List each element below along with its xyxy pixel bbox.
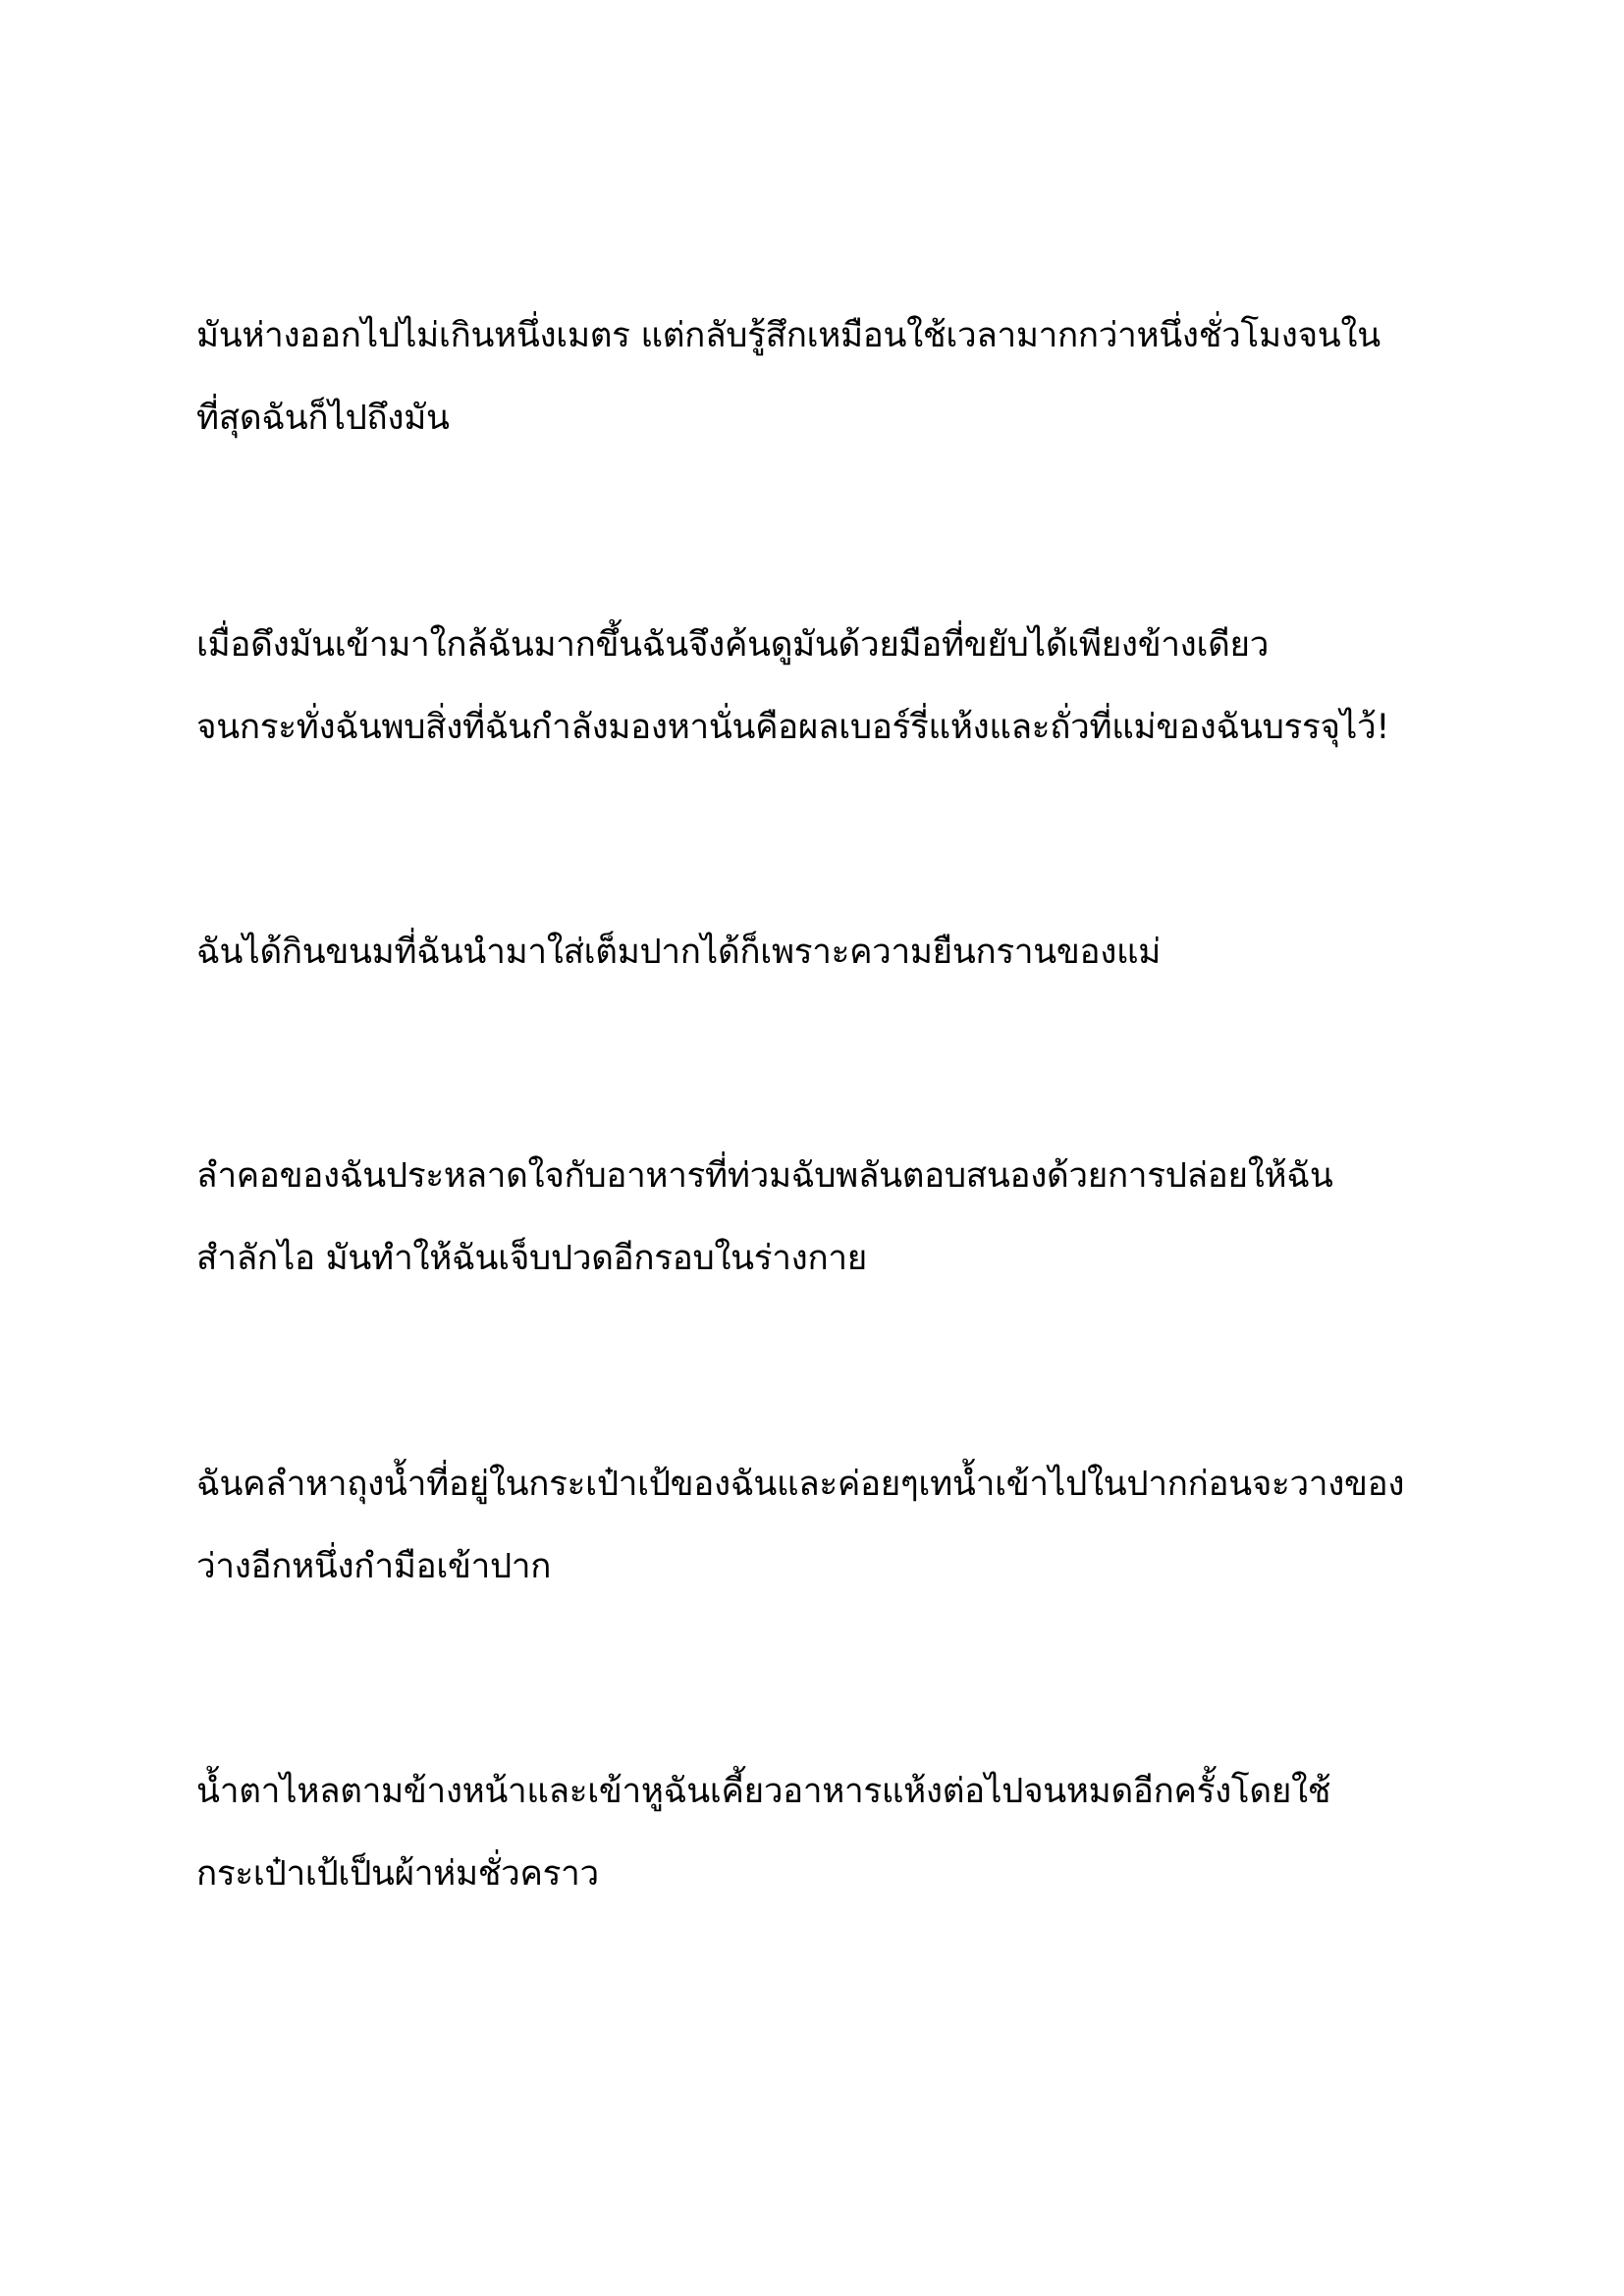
paragraph-line: สำลักไอ มันทำให้ฉันเจ็บปวดอีกรอบในร่างกาย (196, 1239, 867, 1278)
paragraph-line: ลำคอของฉันประหลาดใจกับอาหารที่ท่วมฉับพลันตอบสนองด้วยการปล่อยให้ฉัน (196, 1156, 1333, 1196)
paragraph-line: เมื่อดึงมันเข้ามาใกล้ฉันมากขึ้นฉันจึงค้นดูมันด้วยมือที่ขยับได้เพียงข้างเดียว (196, 625, 1270, 665)
paragraph-line: ฉันคลำหาถุงน้ำที่อยู่ในกระเป๋าเป้ของฉันและค่อยๆเทน้ำเข้าไปในปากก่อนจะวางของ (196, 1465, 1405, 1504)
paragraph-line: ที่สุดฉันก็ไปถึงมัน (196, 399, 450, 438)
paragraph-line: ว่างอีกหนึ่งกำมือเข้าปาก (196, 1547, 552, 1586)
paragraph-line: กระเป๋าเป้เป็นผ้าห่มชั่วคราว (196, 1854, 599, 1894)
paragraph-line: จนกระทั่งฉันพบสิ่งที่ฉันกำลังมองหานั่นคือผลเบอร์รี่แห้งและถั่วที่แม่ของฉันบรรจุไว้! (196, 708, 1390, 747)
paragraph-line: มันห่างออกไปไม่เกินหนึ่งเมตร แต่กลับรู้สึกเหมือนใช้เวลามากกว่าหนึ่งชั่วโมงจนใน (196, 316, 1380, 355)
paragraph-line: น้ำตาไหลตามข้างหน้าและเข้าหูฉันเคี้ยวอาหารแห้งต่อไปจนหมดอีกครั้งโดยใช้ (196, 1772, 1331, 1811)
paragraph-line: ฉันได้กินขนมที่ฉันนำมาใส่เต็มปากได้ก็เพราะความยืนกรานของแม่ (196, 933, 1162, 972)
